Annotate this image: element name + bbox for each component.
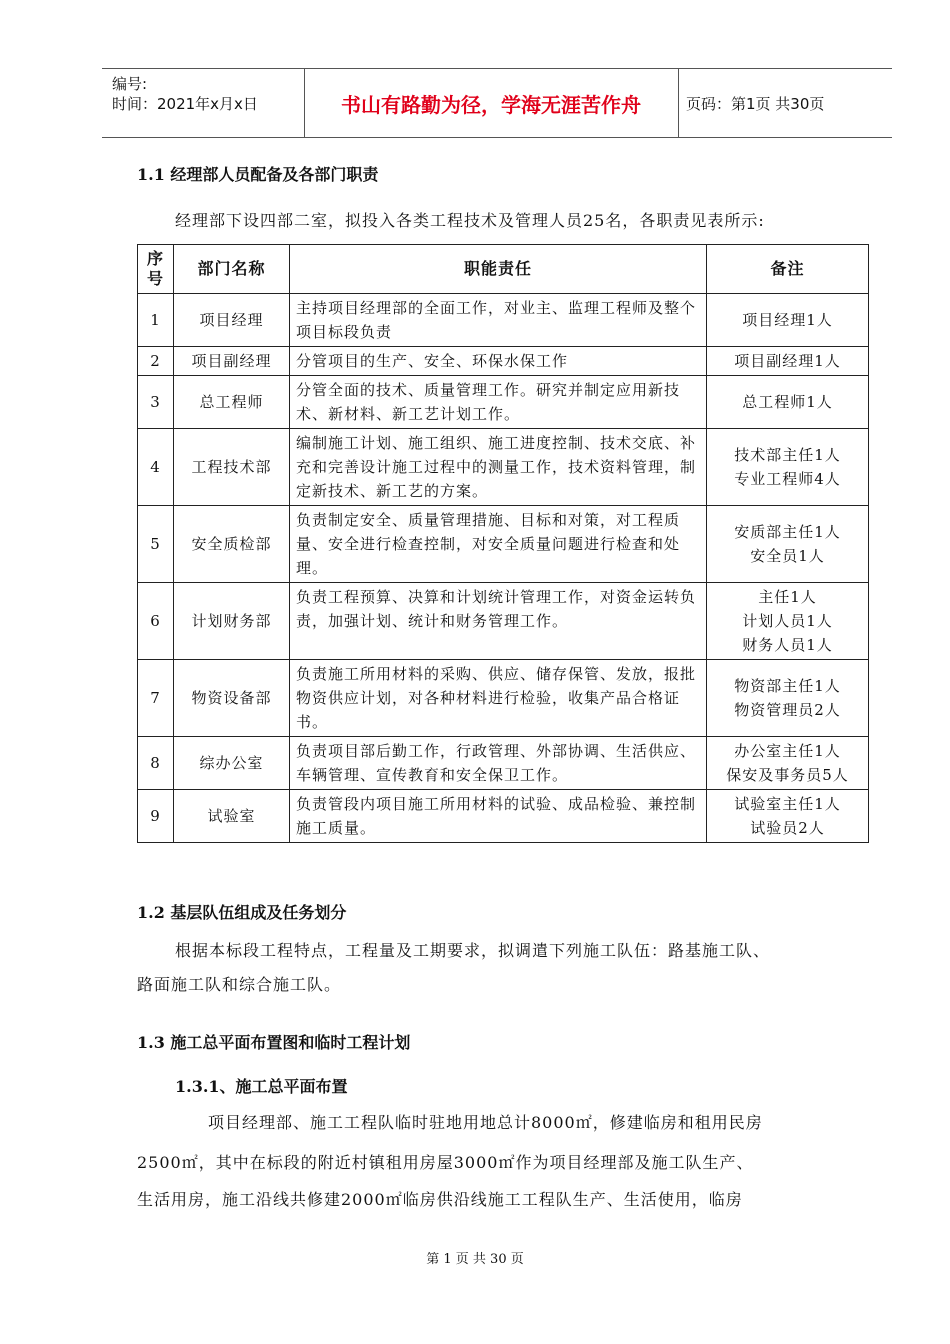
row-note: 技术部主任1人 专业工程师4人 [707, 429, 869, 506]
row-note: 总工程师1人 [707, 376, 869, 429]
table-row [138, 583, 869, 660]
row-note: 主任1人 计划人员1人 财务人员1人 [707, 583, 869, 660]
row-note: 物资部主任1人 物资管理员2人 [707, 660, 869, 737]
section-1-3-1-line2: 2500㎡，其中在标段的附近村镇租用房屋3000㎡作为项目经理部及施工队生产、 [137, 1153, 754, 1172]
row-duty: 负责制定安全、质量管理措施、目标和对策，对工程质量、安全进行检查控制，对安全质量问题进行检查和处理。 [290, 506, 707, 583]
section-1-3-1-heading: 1.3.1、施工总平面布置 [175, 1077, 348, 1096]
header-page-number: 页码：第1页 共30页 [686, 94, 825, 113]
row-note: 项目副经理1人 [707, 347, 869, 376]
row-dept: 项目经理 [174, 294, 290, 347]
section-1-2-line2: 路面施工队和综合施工队。 [137, 975, 342, 994]
row-duty: 分管全面的技术、质量管理工作。研究并制定应用新技术、新材料、新工艺计划工作。 [290, 376, 707, 429]
row-duty: 负责施工所用材料的采购、供应、储存保管、发放，报批物资供应计划，对各种材料进行检验，收集产品合格证书。 [290, 660, 707, 737]
row-duty: 分管项目的生产、安全、环保水保工作 [290, 347, 707, 376]
col-header-duty: 职能责任 [290, 245, 707, 294]
section-1-2-line1: 根据本标段工程特点，工程量及工期要求，拟调遣下列施工队伍：路基施工队、 [175, 941, 771, 960]
row-dept: 试验室 [174, 790, 290, 843]
row-seq: 6 [138, 583, 174, 660]
row-dept: 工程技术部 [174, 429, 290, 506]
table-row [138, 660, 869, 737]
row-duty: 主持项目经理部的全面工作，对业主、监理工程师及整个项目标段负责 [290, 294, 707, 347]
row-duty: 负责项目部后勤工作，行政管理、外部协调、生活供应、车辆管理、宣传教育和安全保卫工作。 [290, 737, 707, 790]
table-row [138, 790, 869, 843]
row-seq: 1 [138, 294, 174, 347]
row-duty: 负责管段内项目施工所用材料的试验、成品检验、兼控制施工质量。 [290, 790, 707, 843]
section-1-2-heading: 1.2 基层队伍组成及任务划分 [137, 903, 347, 922]
row-seq: 7 [138, 660, 174, 737]
section-1-3-1-line1: 项目经理部、施工工程队临时驻地用地总计8000㎡，修建临房和租用民房 [208, 1113, 763, 1132]
header-motto: 书山有路勤为径，学海无涯苦作舟 [304, 69, 679, 137]
time-label: 时间：2021年x月x日 [112, 95, 258, 113]
row-note: 试验室主任1人 试验员2人 [707, 790, 869, 843]
table-row [138, 737, 869, 790]
section-1-3-heading: 1.3 施工总平面布置图和临时工程计划 [137, 1033, 411, 1052]
number-label: 编号: [112, 75, 148, 93]
section-1-1-intro: 经理部下设四部二室，拟投入各类工程技术及管理人员25名，各职责见表所示: [175, 211, 765, 230]
col-header-dept: 部门名称 [174, 245, 290, 294]
row-seq: 5 [138, 506, 174, 583]
table-row [138, 506, 869, 583]
table-header-row [138, 245, 869, 294]
header-meta [102, 69, 305, 137]
row-dept: 计划财务部 [174, 583, 290, 660]
row-dept: 物资设备部 [174, 660, 290, 737]
col-header-seq: 序号 [138, 245, 174, 294]
row-seq: 4 [138, 429, 174, 506]
row-note: 办公室主任1人 保安及事务员5人 [707, 737, 869, 790]
table-row [138, 376, 869, 429]
page-footer: 第 1 页 共 30 页 [426, 1252, 524, 1267]
row-seq: 8 [138, 737, 174, 790]
row-seq: 2 [138, 347, 174, 376]
row-duty: 负责工程预算、决算和计划统计管理工作，对资金运转负责，加强计划、统计和财务管理工作。 [290, 583, 707, 660]
row-duty: 编制施工计划、施工组织、施工进度控制、技术交底、补充和完善设计施工过程中的测量工作，技术资料管理，制定新技术、新工艺的方案。 [290, 429, 707, 506]
table-row [138, 294, 869, 347]
section-1-1-heading: 1.1 经理部人员配备及各部门职责 [137, 165, 379, 184]
responsibility-table [137, 244, 869, 843]
row-dept: 总工程师 [174, 376, 290, 429]
row-dept: 综办公室 [174, 737, 290, 790]
row-dept: 项目副经理 [174, 347, 290, 376]
row-note: 项目经理1人 [707, 294, 869, 347]
row-seq: 9 [138, 790, 174, 843]
row-seq: 3 [138, 376, 174, 429]
section-1-3-1-line3: 生活用房，施工沿线共修建2000㎡临房供沿线施工工程队生产、生活使用，临房 [137, 1190, 743, 1209]
page-header [102, 68, 892, 138]
table-row [138, 347, 869, 376]
row-dept: 安全质检部 [174, 506, 290, 583]
row-note: 安质部主任1人 安全员1人 [707, 506, 869, 583]
col-header-note: 备注 [707, 245, 869, 294]
table-row [138, 429, 869, 506]
